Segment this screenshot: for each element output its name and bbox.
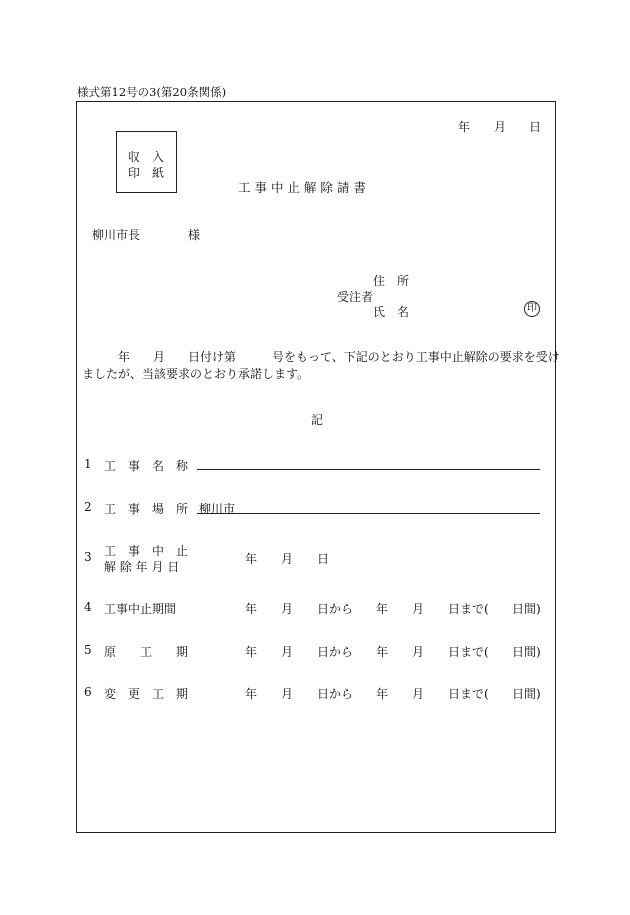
item5-number: 5 <box>84 643 92 657</box>
body-line1-rest: 号をもって、下記のとおり工事中止解除の要求を受け <box>272 350 560 364</box>
item2-label: 工 事 場 所 <box>104 502 189 516</box>
item6-from: 日から <box>317 687 354 701</box>
item3-number: 3 <box>84 550 92 564</box>
body-month: 月 <box>153 350 166 364</box>
item2-value: 柳川市 <box>199 502 236 516</box>
item6-label: 変 更 工 期 <box>104 687 189 701</box>
item4-days: 日間) <box>512 602 541 616</box>
item5-until: 日まで( <box>448 645 489 659</box>
item4-until: 日まで( <box>448 602 489 616</box>
item4-from: 日から <box>317 602 354 616</box>
body-day-number: 日付け第 <box>188 350 237 364</box>
item4-start-month: 月 <box>281 602 294 616</box>
item5-days: 日間) <box>512 645 541 659</box>
date-month-label: 月 <box>494 120 507 134</box>
item5-label: 原 工 期 <box>104 645 189 659</box>
item6-end-year: 年 <box>376 687 389 701</box>
contractor-address-label: 住 所 <box>373 274 410 288</box>
item4-start-year: 年 <box>245 602 258 616</box>
item6-until: 日まで( <box>448 687 489 701</box>
revenue-stamp-line1: 収 入 <box>128 150 165 164</box>
item4-label: 工事中止期間 <box>104 602 177 616</box>
addressee-name: 柳川市長 <box>92 228 141 242</box>
document-title: 工 事 中 止 解 除 請 書 <box>238 180 366 195</box>
item6-number: 6 <box>84 685 92 699</box>
item4-number: 4 <box>84 600 92 614</box>
contractor-name-label: 氏 名 <box>373 305 410 319</box>
item6-start-month: 月 <box>281 687 294 701</box>
item2-underline <box>197 513 540 514</box>
item1-underline <box>197 469 540 470</box>
item5-start-year: 年 <box>245 645 258 659</box>
item3-label-line2: 解 除 年 月 日 <box>104 560 180 574</box>
addressee-honorific: 様 <box>188 228 201 242</box>
form-code: 様式第12号の3(第20条関係) <box>77 85 227 99</box>
item6-start-year: 年 <box>245 687 258 701</box>
item1-number: 1 <box>84 457 92 471</box>
body-line2: ましたが、当該要求のとおり承諾します。 <box>82 367 310 381</box>
date-year-label: 年 <box>458 120 471 134</box>
item5-end-month: 月 <box>412 645 425 659</box>
record-heading: 記 <box>311 413 324 427</box>
item6-end-month: 月 <box>412 687 425 701</box>
date-day-label: 日 <box>529 120 542 134</box>
item6-days: 日間) <box>512 687 541 701</box>
revenue-stamp-line2: 印 紙 <box>128 166 165 180</box>
item3-label-line1: 工 事 中 止 <box>104 544 189 558</box>
seal-mark: 印 <box>524 301 540 317</box>
item5-end-year: 年 <box>376 645 389 659</box>
item5-from: 日から <box>317 645 354 659</box>
contractor-role-label: 受注者 <box>337 290 374 304</box>
item3-year: 年 <box>245 552 258 566</box>
item5-start-month: 月 <box>281 645 294 659</box>
item4-end-year: 年 <box>376 602 389 616</box>
item1-label: 工 事 名 称 <box>104 459 189 473</box>
item3-day: 日 <box>317 552 330 566</box>
body-year: 年 <box>118 350 131 364</box>
item2-number: 2 <box>84 500 92 514</box>
item4-end-month: 月 <box>412 602 425 616</box>
item3-month: 月 <box>281 552 294 566</box>
